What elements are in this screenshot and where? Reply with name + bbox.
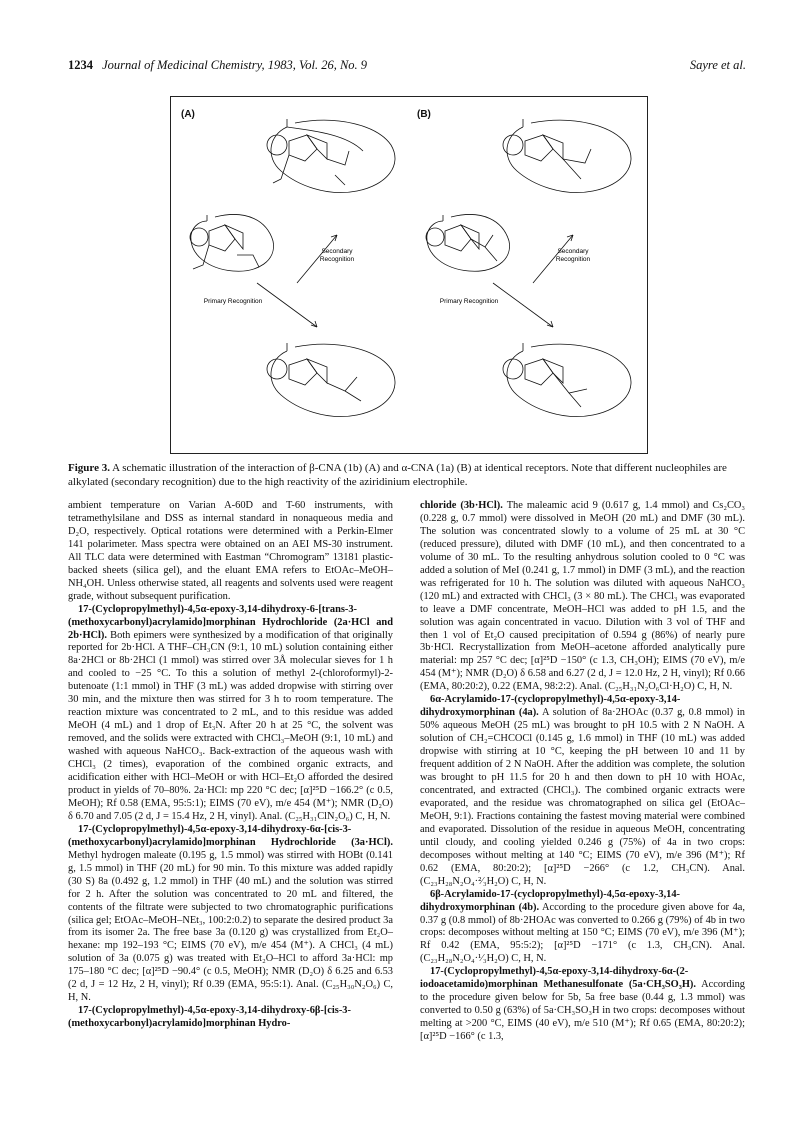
paragraph-text: A solution of 8a·2HOAc (0.37 g, 0.8 mmol) in 50% aqueous MeOH (25 mL) was brought to pH 10.5 with 2 N NaOH. A solution of CH₂=CHCOCl (0.145 g, 1.6 mmol) in THF (10 mL) was added dropwise with stirring at 10 °C, keeping the pH between 10 and 11 by frequent addition of 2 N NaOH. After the addition was complete, the solution was brought to pH 11.5 for 20 h and then down to pH 10 with HOAc, concentrated, and extracted (CHCl₃). The combined organic extracts were evaporated, and the residue was chromatographed on silica gel (EtOAc–MeOH, 9:1). Fractions containing the fastest moving material were combined and evaporated. Dissolution of the residue in aqueous MeOH, concentrating until cloudy, and cooling yielded 0.246 g (75%) of 4a in two crops: decomposes without melting at 140 °C; EIMS (70 eV), m/e 396 (M⁺); Rf 0.62 (EMA, 80:20:2); [α]²⁵D −266° (c 1.2, CH₃CN). Anal. (C₂₃H₂₈N₂O₄·²⁄₃H₂O) C, H, N. (420, 707, 745, 887)
paragraph (68, 604, 393, 824)
panel-a-secondary-label-1: Secondary (321, 248, 353, 255)
page-number: 1234 (68, 58, 93, 72)
caption-text: A schematic illustration of the interaction of β-CNA (1b) (A) and α-CNA (1a) (B) at identical receptors. Note that different nucleophiles are alkylated (secondary recognition) due to the high reactivity of the aziridinium electrophile. (68, 462, 727, 488)
paragraph-heading: 6β-Acrylamido-17-(cyclopropylmethyl)-4,5α-epoxy-3,14-dihydroxymorphinan (4b). (420, 888, 681, 913)
panel-b-diagram (413, 105, 641, 445)
paragraph (68, 1005, 393, 1031)
paragraph (68, 824, 393, 1005)
paragraph-text: Both epimers were synthesized by a modification of that originally reported for 2b·HCl. A THF–CH₃CN (9:1, 10 mL) solution containing either 8a·2HCl or 8b·2HCl (1 mmol) was stirred over 3Å molecular sieves for 1 h and cooled to −25 °C. To this a solution of methyl 2-(chloroformyl)-2-butenoate (1:1 mmol) in THF (3 mL) was added dropwise with stirring over 30 min, and the mixture then was stirred for 3 h to room temperature. The reaction mixture was concentrated to 2 mL, and to this residue was added MeOH (4 mL) and 1 drop of Et₃N. After 20 h at 25 °C, the solvent was removed, and the solids were extracted with CHCl₃–MeOH (9:1, 10 mL) and washed with aqueous NaHCO₃. Back-extraction of the aqueous wash with CHCl₃ (2 times), evaporation of the combined organic extracts, and acidification either with HCl–MeOH or with HCl–Et₂O afforded the desired product in yields of 70–80%. 2a·HCl: mp 220 °C dec; [α]²⁵D −166.2° (c 0.5, MeOH); Rf 0.58 (EMA, 95:5:1); EIMS (70 eV), m/e 454 (M⁺); NMR (D₂O) δ 6.70 and 7.05 (2 d, J = 15.4 Hz, 2 H, vinyl). Anal. (C₂₅H₃₁ClN₂O₆) C, H, N. (68, 629, 393, 822)
panel-b-primary-label: Primary Recognition (439, 298, 499, 305)
paragraph (420, 500, 745, 694)
panel-a-label: (A) (181, 109, 195, 120)
journal-citation: Journal of Medicinal Chemistry, 1983, Vol. 26, No. 9 (102, 58, 368, 72)
paragraph-heading: chloride (3b·HCl). (420, 500, 503, 511)
figure-3 (170, 96, 648, 454)
paragraph-text: The maleamic acid 9 (0.617 g, 1.4 mmol) and Cs₂CO₃ (0.228 g, 0.7 mmol) were dissolved in MeOH (20 mL) and DMF (30 mL). The solution was concentrated slowly to a volume of 25 mL at 30 °C (reduced pressure), diluted with DMF (10 mL), and then concentrated to a volume of 30 mL. To the resulting anhydrous solution cooled to 0 °C was added a solution of MeI (0.241 g, 1.7 mmol) in DMF (3 mL), and the reaction was refrigerated for 10 h. The solution was diluted with aqueous NaHCO₃ (120 mL) and extracted with CHCl₃ (3 × 80 mL). The CHCl₃ was evaporated to leave a DMF concentrate, MeOH–HCl was added to pH 1.5, and the solution was again concentrated in vacuo. Dilution with 3 vol of THF and then 1 vol of Et₂O caused precipitation of 0.594 g (86%) of nearly pure 3b·HCl. Recrystallization from MeOH–acetone afforded analytically pure material: mp 257 °C dec; [α]²⁵D −150° (c 1.3, CH₃OH); EIMS (70 eV), m/e 454 (M⁺); NMR (D₂O) δ 6.58 and 6.27 (2 d, J = 12.0 Hz, 2 H, vinyl); Rf 0.66 (EMA, 80:20:2), 0.22 (EMA, 98:2:2). Anal. (C₂₅H₃₁N₂O₆Cl·H₂O) C, H, N. (420, 500, 746, 693)
caption-label: Figure 3. (68, 462, 110, 474)
panel-b-secondary-label-2: Recognition (555, 256, 591, 263)
paragraph-heading: 17-(Cyclopropylmethyl)-4,5α-epoxy-3,14-dihydroxy-6β-[cis-3-(methoxycarbonyl)acrylamido]morphinan Hydro- (68, 1005, 351, 1030)
paragraph-heading: 17-(Cyclopropylmethyl)-4,5α-epoxy-3,14-dihydroxy-6α-(2-iodoacetamido)morphinan Methanesulfonate (5a·CH₃SO₃H). (420, 966, 696, 991)
paragraph-text: Methyl hydrogen maleate (0.195 g, 1.5 mmol) was stirred with HOBt (0.141 g, 1.5 mmol) in THF (20 mL) for 90 min. To this mixture was added rapidly (30 S) 8a (0.492 g, 1.2 mmol) in THF (40 mL) and the solution was stirred for 2 h. After the solution was concentrated to 20 mL and filtered, the contents of the filtrate were subjected to two chromatographic purifications (silica gel; EtOAc–MeOH–NEt₃, 100:2:0.2) to separate the desired product 3a from its isomer 2a. The free base 3a (0.120 g) was crystallized from Et₂O–hexane: mp 192–193 °C; EIMS (70 eV), m/e 454 (M⁺). A CHCl₃ (4 mL) solution of 3a (0.075 g) was treated with Et₂O–HCl to afford 3a·HCl: mp 175–180 °C dec; [α]²⁵D −90.4° (c 0.5, MeOH); NMR (D₂O) δ 6.25 and 6.53 (2 d, J = 12 Hz, 2 H, vinyl); Rf 0.39 (EMA, 95:5:1). Anal. (C₂₅H₃₀N₂O₆) C, H, N. (68, 849, 393, 1004)
panel-a-primary-label: Primary Recognition (203, 298, 263, 305)
panel-b-secondary-label-1: Secondary (557, 248, 589, 255)
panel-a-secondary-label-2: Recognition (319, 256, 355, 263)
panel-b (413, 105, 641, 445)
panel-b-label: (B) (417, 109, 431, 120)
paragraph-text: According to the procedure given above for 4a, 0.37 g (0.8 mmol) of 8b·2HOAc was converted to 0.266 g (79%) of 4b in two crops: decomposes without melting at 150 °C; EIMS (70 eV), m/e 396 (M⁺); Rf 0.42 (EMA, 95:5:2); [α]²⁵D −171° (c 1.3, CH₃CN). Anal. (C₂₃H₂₈N₂O₄·¹⁄₃H₂O) C, H, N. (420, 901, 745, 965)
paragraph-heading: 6α-Acrylamido-17-(cyclopropylmethyl)-4,5α-epoxy-3,14-dihydroxymorphinan (4a). (420, 694, 681, 719)
right-column (420, 500, 745, 1044)
paragraph (68, 500, 393, 604)
paragraph-heading: 17-(Cyclopropylmethyl)-4,5α-epoxy-3,14-dihydroxy-6α-[cis-3-(methoxycarbonyl)acrylamido]morphinan Hydrochloride (3a·HCl). (68, 823, 393, 848)
paragraph-text: According to the procedure given below for 5b, 5a free base (0.44 g, 1.3 mmol) was converted to 0.50 g (63%) of 5a·CH₃SO₃H in two crops: decomposes without melting at >200 °C, EIMS (40 eV), m/e 510 (M⁺); Rf 0.65 (EMA, 80:20:2); [α]²⁵D −166° (c 1.3, (420, 979, 745, 1043)
paragraph-text: ambient temperature on Varian A-60D and T-60 instruments, with tetramethylsilane and DSS as internal standard in nonaqueous media and D₂O, respectively. Optical rotations were determined with a Perkin-Elmer 141 polarimeter. Mass spectra were obtained on an AEI MS-30 instrument. All TLC data were determined with Eastman “Chromogram” 13181 plastic-backed sheets (silica gel), and the eluant EMA refers to EtOAc–MeOH–NH₄OH. Unless otherwise stated, all reagents and solvents used were reagent grade, without subsequent purification. (68, 500, 393, 602)
paragraph (420, 966, 745, 1044)
left-column (68, 500, 393, 1031)
paragraph-heading: 17-(Cyclopropylmethyl)-4,5α-epoxy-3,14-dihydroxy-6-[trans-3-(methoxycarbonyl)acrylamido]morphinan Hydrochloride (2a·HCl and 2b·HCl). (68, 603, 393, 641)
paragraph (420, 889, 745, 967)
paragraph (420, 694, 745, 888)
figure-caption (68, 462, 746, 489)
panel-a-diagram (177, 105, 405, 445)
running-header (68, 58, 746, 78)
panel-a (177, 105, 405, 445)
author-header: Sayre et al. (689, 58, 746, 72)
